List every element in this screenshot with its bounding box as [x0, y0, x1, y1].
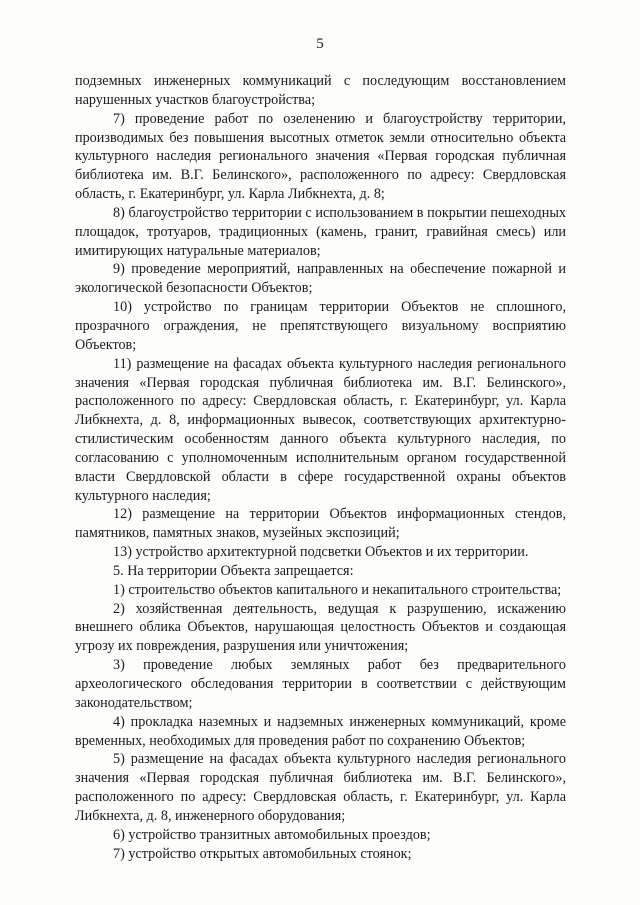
prohibition-item-5: 5) размещение на фасадах объекта культурного наследия регионального значения «Первая городская публичная библиотека им. В.Г. Белинского», расположенного по адресу: Свердловская область, г. Екатеринбург, ул. Карла Либкнехта, д. 8, инженерного оборудования; — [75, 751, 566, 824]
prohibition-item-6: 6) устройство транзитных автомобильных проездов; — [113, 826, 431, 843]
paragraph-item-8-improvement: 8) благоустройство территории с использованием в покрытии пешеходных площадок, тротуаров, традиционных (камень, гранит, гравийная смесь) или имитирующих натуральные материалов; — [75, 204, 566, 259]
paragraph-item-11-signage: 11) размещение на фасадах объекта культурного наследия регионального значения «Первая городская публичная библиотека им. В.Г. Белинского», расположенного по адресу: Свердловская область, г. Екатеринбург, ул. Карла Либкнехта, д. 8, информационных вывесок, соответствующих архитектурно-стилистическим особенностям данного объекта культурного наследия, по согласованию с уполномоченным исполнительным органом государственной власти Свердловской области в сфере государственной охраны объектов культурного наследия; — [75, 355, 566, 504]
prohibition-item-3: 3) проведение любых земляных работ без предварительного археологического обследования территории в соответствии с действующим законодательством; — [75, 657, 566, 711]
paragraph-item-10-fencing: 10) устройство по границам территории Объектов не сплошного, прозрачного ограждения, не препятствующего визуальному восприятию Объектов; — [75, 299, 566, 353]
paragraph-item-13-lighting: 13) устройство архитектурной подсветки Объектов и их территории. — [113, 544, 529, 561]
paragraph-continuation: подземных инженерных коммуникаций с последующим восстановлением нарушенных участков благоустройства; — [75, 73, 566, 108]
section-5-heading: 5. На территории Объекта запрещается: — [113, 562, 354, 579]
prohibition-item-7: 7) устройство открытых автомобильных стоянок; — [113, 845, 412, 862]
paragraph-item-12-stands: 12) размещение на территории Объектов информационных стендов, памятников, памятных знаков, музейных экспозиций; — [75, 506, 566, 542]
document-body — [75, 72, 566, 863]
page-number: 5 — [316, 36, 324, 52]
prohibition-item-2: 2) хозяйственная деятельность, ведущая к разрушению, искажению внешнего облика Объектов, нарушающая целостность Объектов и создающая угрозу их повреждения, разрушения или уничтожения; — [75, 600, 566, 655]
prohibition-item-4: 4) прокладка наземных и надземных инженерных коммуникаций, кроме временных, необходимых для проведения работ по сохранению Объектов; — [75, 713, 566, 749]
paragraph-item-9-safety: 9) проведение мероприятий, направленных на обеспечение пожарной и экологической безопасности Объектов; — [75, 261, 566, 297]
prohibition-item-1: 1) строительство объектов капитального и некапитального строительства; — [113, 581, 562, 598]
paragraph-item-7-landscaping: 7) проведение работ по озеленению и благоустройству территории, производимых без повышения высотных отметок земли относительно объекта культурного наследия регионального значения «Первая городская публичная библиотека им. В.Г. Белинского», расположенного по адресу: Свердловская область, г. Екатеринбург, ул. Карла Либкнехта, д. 8; — [75, 110, 566, 203]
